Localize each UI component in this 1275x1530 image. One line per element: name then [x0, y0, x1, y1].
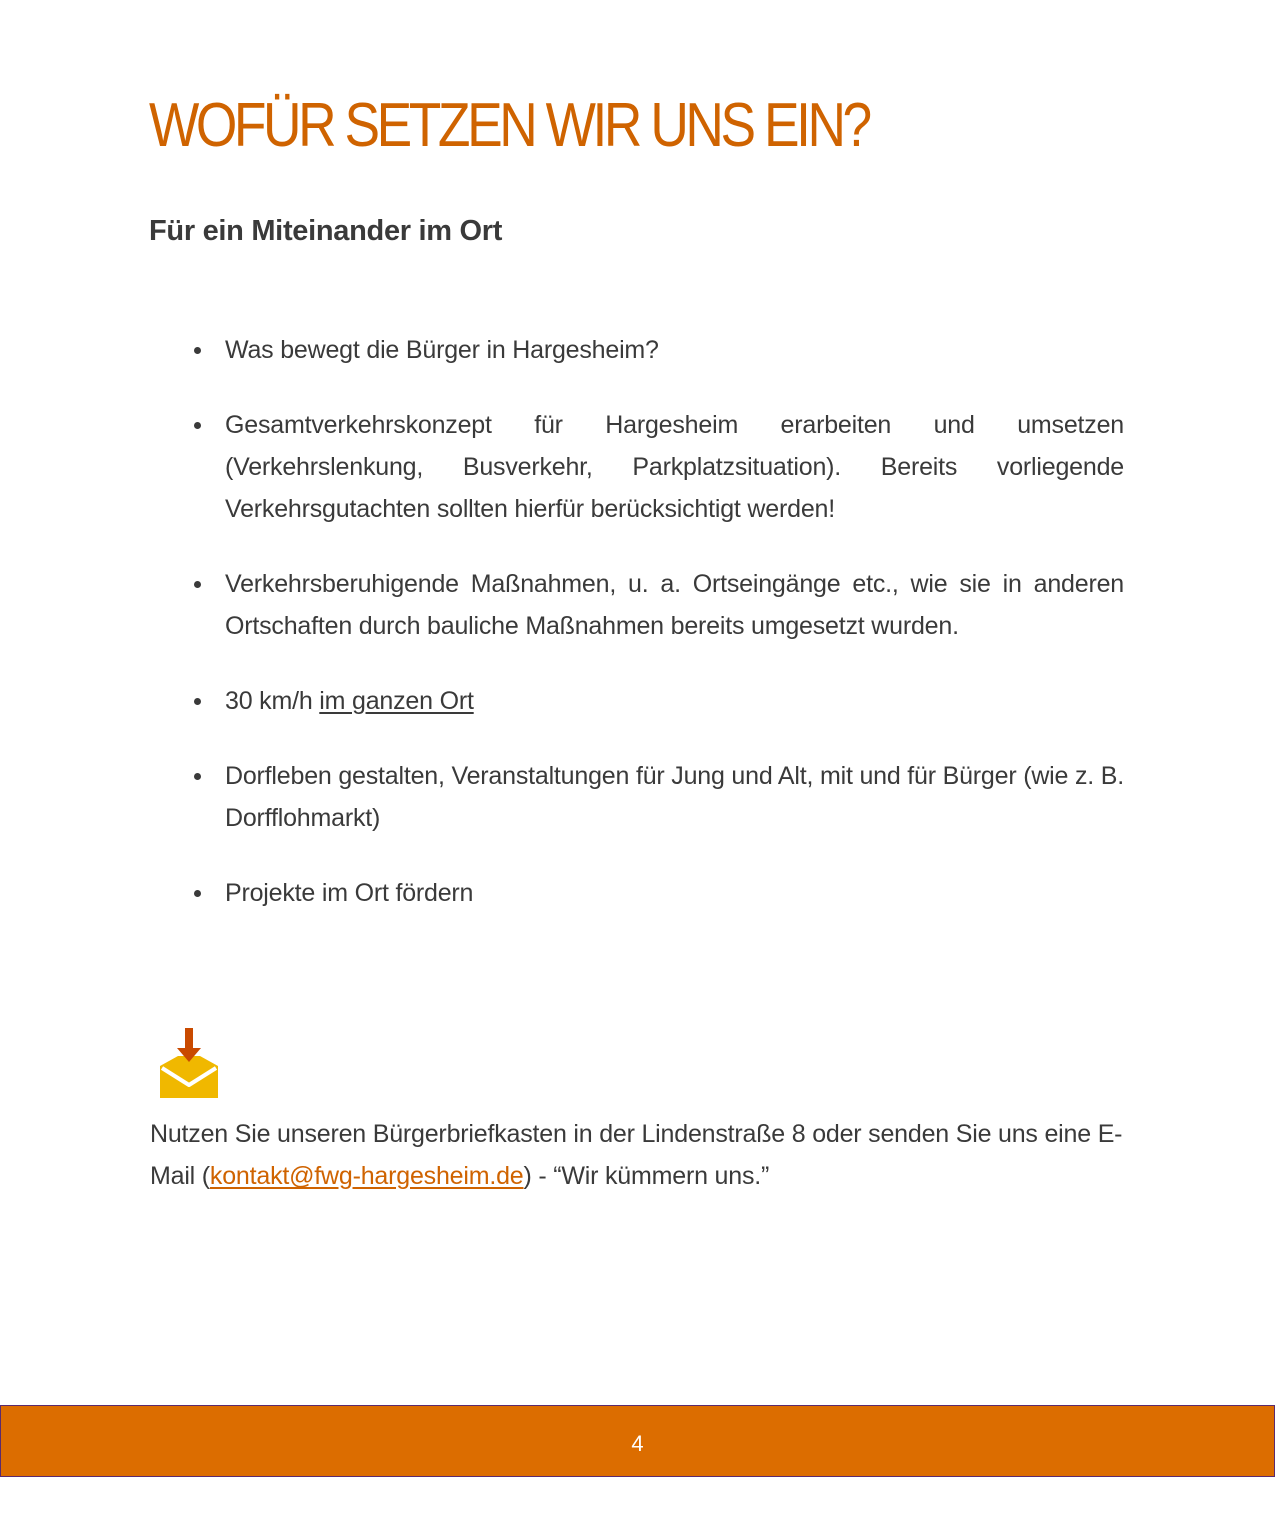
list-item-text: Projekte im Ort fördern	[225, 879, 474, 907]
list-item	[188, 872, 1124, 914]
contact-paragraph	[150, 1113, 1130, 1197]
mail-download-icon	[160, 1028, 218, 1098]
bullet-icon	[194, 698, 201, 705]
list-item-emphasis: im ganzen Ort	[319, 687, 474, 715]
bullet-icon	[194, 581, 201, 588]
list-item-text: 30 km/h	[225, 687, 320, 715]
email-link[interactable]: kontakt@fwg-hargesheim.de	[209, 1162, 524, 1190]
list-item	[188, 404, 1124, 530]
list-item	[188, 680, 1124, 722]
bullet-icon	[194, 422, 201, 429]
contact-text-before: Nutzen Sie unseren Bürgerbriefkasten in der Lindenstraße 8 oder senden Sie uns eine E-Mail (	[150, 1120, 1123, 1190]
bullet-icon	[194, 890, 201, 897]
list-item-text: Gesamtverkehrskonzept für Hargesheim erarbeiten und umsetzen (Verkehrslenkung, Busverkehr, Parkplatzsituation). Bereits vorliegende Verkehrsgutachten sollten hierfür berücksichtigt werden!	[225, 411, 1124, 523]
bullet-icon	[194, 773, 201, 780]
list-item-text: Was bewegt die Bürger in Hargesheim?	[225, 336, 659, 364]
goals-list	[188, 329, 1124, 947]
page-number: 4	[631, 1431, 644, 1456]
list-item-text: Dorfleben gestalten, Veranstaltungen für Jung und Alt, mit und für Bürger (wie z. B. Dorfflohmarkt)	[225, 762, 1124, 832]
page-title: WOFÜR SETZEN WIR UNS EIN?	[149, 91, 869, 160]
section-subtitle: Für ein Miteinander im Ort	[149, 215, 503, 247]
list-item	[188, 755, 1124, 839]
bullet-icon	[194, 347, 201, 354]
contact-text-after: ) - “Wir kümmern uns.”	[523, 1162, 770, 1190]
list-item-text: Verkehrsberuhigende Maßnahmen, u. a. Ortseingänge etc., wie sie in anderen Ortschaften durch bauliche Maßnahmen bereits umgesetzt wurden.	[225, 570, 1124, 640]
list-item	[188, 329, 1124, 371]
list-item	[188, 563, 1124, 647]
